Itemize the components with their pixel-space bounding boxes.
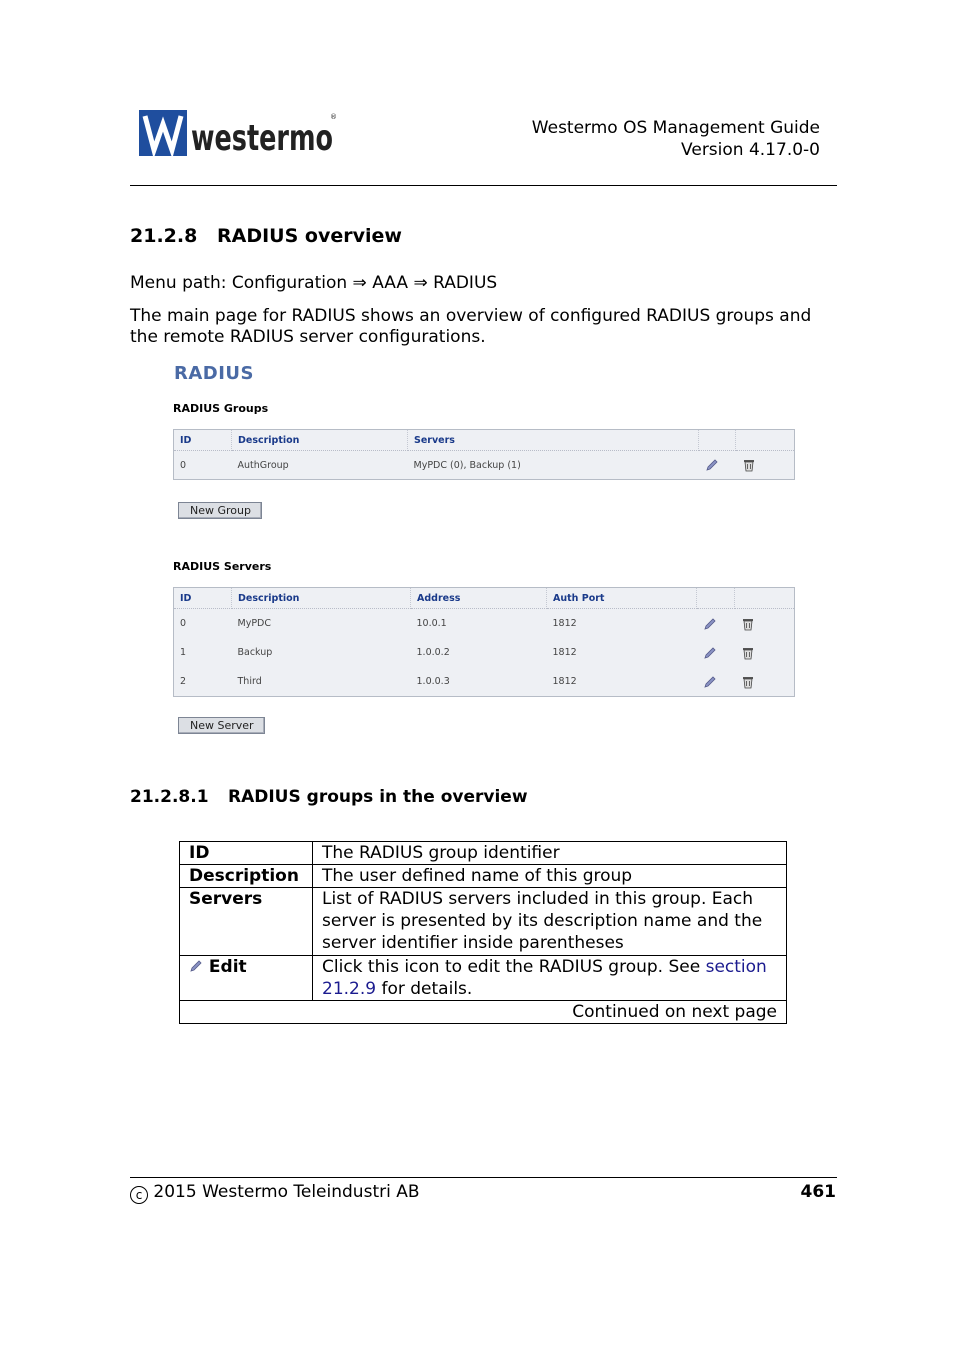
svg-text:®: ® [330, 113, 337, 121]
trash-icon[interactable] [741, 646, 755, 660]
definition-row-edit [180, 956, 787, 1001]
guide-title [532, 117, 820, 161]
radius-servers-label: RADIUS Servers [173, 560, 272, 573]
subsection-title: RADIUS groups in the overview [228, 787, 528, 807]
radius-groups-table [173, 429, 795, 480]
svg-text:westermo: westermo [191, 118, 333, 158]
footer-divider [130, 1177, 837, 1178]
definition-term: ID [180, 842, 313, 865]
section-link[interactable]: section 21.2.9 [322, 957, 767, 999]
menu-path: Menu path: Configuration ⇒ AAA ⇒ RADIUS [130, 273, 498, 293]
definition-desc: List of RADIUS servers included in this group. Each server is presented by its description name and the server identifier inside parentheses [313, 888, 787, 956]
cell-auth-port: 1812 [552, 647, 577, 658]
pencil-icon[interactable] [703, 646, 717, 660]
trash-icon[interactable] [741, 675, 755, 689]
definition-desc: The RADIUS group identifier [313, 842, 787, 865]
cell-auth-port: 1812 [552, 676, 577, 687]
delete-cell [735, 667, 795, 697]
edit-desc-tail: for details. [376, 979, 473, 999]
col-address: Address [411, 588, 547, 609]
westermo-logo [139, 110, 339, 158]
subsection-heading [130, 787, 528, 807]
cell-id: 2 [180, 676, 187, 687]
table-header-row [174, 588, 795, 609]
guide-version: Version 4.17.0-0 [681, 140, 820, 160]
col-edit [697, 588, 735, 609]
edit-cell [697, 667, 735, 697]
delete-cell [735, 609, 795, 639]
pencil-icon[interactable] [703, 675, 717, 689]
cell-description: Backup [237, 647, 273, 658]
copyright-text: 2015 Westermo Teleindustri AB [153, 1182, 420, 1202]
definitions-table [179, 841, 787, 1024]
new-server-button[interactable]: New Server [178, 717, 265, 734]
continued-note: Continued on next page [180, 1001, 787, 1024]
definition-term-edit [180, 956, 313, 1001]
cell-servers: MyPDC (0), Backup (1) [413, 459, 521, 471]
page-number: 461 [800, 1182, 836, 1202]
definition-row [180, 888, 787, 956]
col-delete [736, 430, 795, 451]
section-number: 21.2.8 [130, 225, 198, 247]
cell-auth-port: 1812 [552, 618, 577, 629]
col-id: ID [174, 430, 232, 451]
col-servers: Servers [408, 430, 699, 451]
cell-id: 0 [180, 459, 187, 471]
cell-description: MyPDC [237, 618, 271, 629]
edit-term-label: Edit [208, 957, 247, 977]
cell-address: 10.0.1 [416, 618, 447, 629]
col-delete [735, 588, 795, 609]
pencil-icon[interactable] [703, 617, 717, 631]
pencil-icon[interactable] [705, 458, 719, 472]
delete-cell [736, 451, 795, 480]
new-group-button[interactable]: New Group [178, 502, 262, 519]
table-row [174, 609, 795, 639]
definition-term: Description [180, 865, 313, 888]
radius-groups-label: RADIUS Groups [173, 402, 269, 415]
radius-servers-table [173, 587, 795, 697]
footer-copyright [130, 1182, 420, 1204]
header-divider [130, 185, 837, 186]
col-id: ID [174, 588, 232, 609]
definition-term: Servers [180, 888, 313, 956]
subsection-number: 21.2.8.1 [130, 787, 209, 807]
trash-icon[interactable] [741, 617, 755, 631]
trash-icon[interactable] [742, 458, 756, 472]
pencil-icon [189, 959, 203, 973]
definition-desc: The user defined name of this group [313, 865, 787, 888]
table-row [174, 667, 795, 697]
section-heading [130, 225, 402, 247]
cell-address: 1.0.0.3 [416, 676, 450, 687]
cell-id: 0 [180, 618, 187, 629]
continued-row [180, 1001, 787, 1024]
table-row [174, 638, 795, 667]
delete-cell [735, 638, 795, 667]
col-description: Description [232, 430, 408, 451]
definition-row [180, 865, 787, 888]
edit-cell [699, 451, 736, 480]
cell-address: 1.0.0.2 [416, 647, 450, 658]
table-header-row [174, 430, 795, 451]
col-edit [699, 430, 736, 451]
edit-cell [697, 638, 735, 667]
radius-page-title: RADIUS [174, 363, 255, 384]
cell-description: Third [237, 676, 262, 687]
intro-paragraph: The main page for RADIUS shows an overview of configured RADIUS groups and the remote RADIUS server configurations. [130, 306, 812, 347]
col-auth-port: Auth Port [547, 588, 697, 609]
edit-cell [697, 609, 735, 639]
table-row [174, 451, 795, 480]
copyright-icon: c [130, 1186, 148, 1204]
col-description: Description [232, 588, 411, 609]
section-title: RADIUS overview [217, 225, 402, 247]
edit-desc-text: Click this icon to edit the RADIUS group. See [322, 957, 706, 977]
guide-name: Westermo OS Management Guide [531, 118, 820, 138]
cell-id: 1 [180, 647, 187, 658]
definition-row [180, 842, 787, 865]
cell-description: AuthGroup [237, 459, 289, 471]
definition-desc-edit [313, 956, 787, 1001]
